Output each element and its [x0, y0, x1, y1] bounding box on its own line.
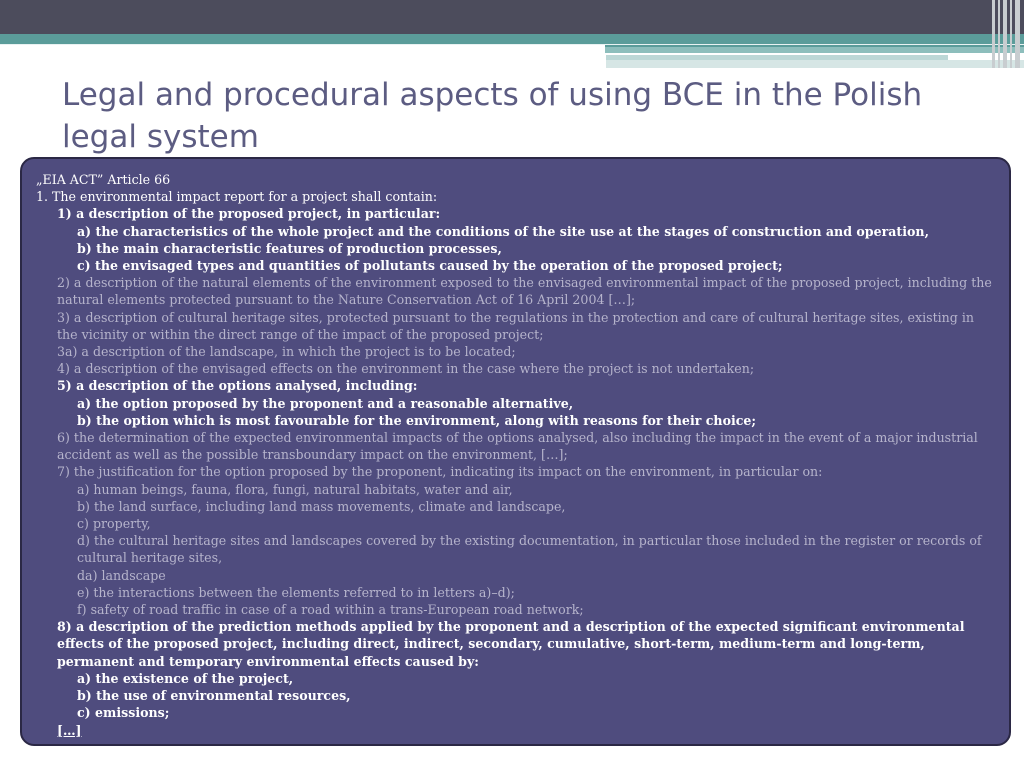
article-line: 3) a description of cultural heritage sites, protected pursuant to the regulations in the protection and care of cultural heritage sites, existing in the vicinity or within the direct range of the impact of the proposed project;: [57, 309, 974, 342]
decor-right-strip-lower: [606, 60, 1024, 68]
article-line: 3a) a description of the landscape, in which the project is to be located;: [57, 344, 516, 360]
top-decor-bar: [0, 0, 1024, 34]
article-line: f) safety of road traffic in case of a road within a trans-European road network;: [77, 602, 584, 618]
article-line: 7) the justification for the option proposed by the proponent, indicating its impact on the environment, in particular on:: [57, 464, 823, 480]
article-line: 5) a description of the options analysed, including:: [57, 378, 418, 394]
article-line: c) emissions;: [77, 705, 170, 721]
article-line: b) the main characteristic features of production processes,: [77, 240, 502, 256]
article-line: „EIA ACT” Article 66: [36, 172, 171, 187]
article-line: b) the land surface, including land mass movements, climate and landscape,: [77, 498, 566, 514]
article-line: c) the envisaged types and quantities of pollutants caused by the operation of the proposed project;: [77, 258, 783, 274]
decor-white-gap: [0, 44, 605, 54]
decor-hairline: [0, 44, 1024, 45]
article-line: b) the option which is most favourable for the environment, along with reasons for their choice;: [77, 412, 757, 428]
article-line: b) the use of environmental resources,: [77, 688, 351, 704]
article-line: 4) a description of the envisaged effects on the environment in the case where the project is not undertaken;: [57, 361, 755, 377]
article-line: d) the cultural heritage sites and landscapes covered by the existing documentation, in particular those included in the register or records of cultural heritage sites,: [77, 533, 982, 566]
article-line: a) the characteristics of the whole project and the conditions of the site use at the stages of construction and operation,: [77, 223, 929, 239]
article-line: a) the existence of the project,: [77, 670, 294, 686]
article-line: 8) a description of the prediction methods applied by the proponent and a description of the expected significant environmental effects of the proposed project, including direct, indirect, secondary, cumulative, short-term, medium-term and long-term, permanent and temporary environmental effects caused by:: [57, 619, 965, 669]
article-line: 1. The environmental impact report for a project shall contain:: [36, 189, 438, 205]
decor-vertical-stripes: [990, 0, 1024, 68]
article-line: […]: [57, 722, 82, 738]
content-box: [20, 157, 1011, 746]
article-line: 2) a description of the natural elements of the environment exposed to the envisaged environmental impact of the proposed project, including the natural elements protected pursuant to the Nature Conservation Act of 16 April 2004 […];: [57, 275, 992, 308]
article-line: 1) a description of the proposed project, in particular:: [57, 206, 441, 222]
slide-title: Legal and procedural aspects of using BCE in the Polish legal system: [62, 77, 923, 155]
article-line: 6) the determination of the expected environmental impacts of the options analysed, also including the impact in the event of a major industrial accident as well as the possible transboundary impact on the environment, […];: [57, 430, 978, 463]
article-line: a) the option proposed by the proponent and a reasonable alternative,: [77, 395, 574, 411]
article-line: c) property,: [77, 516, 151, 532]
article-line: da) landscape: [77, 567, 166, 583]
article-line: a) human beings, fauna, flora, fungi, natural habitats, water and air,: [77, 481, 513, 497]
article-line: e) the interactions between the elements referred to in letters a)–d);: [77, 584, 515, 600]
